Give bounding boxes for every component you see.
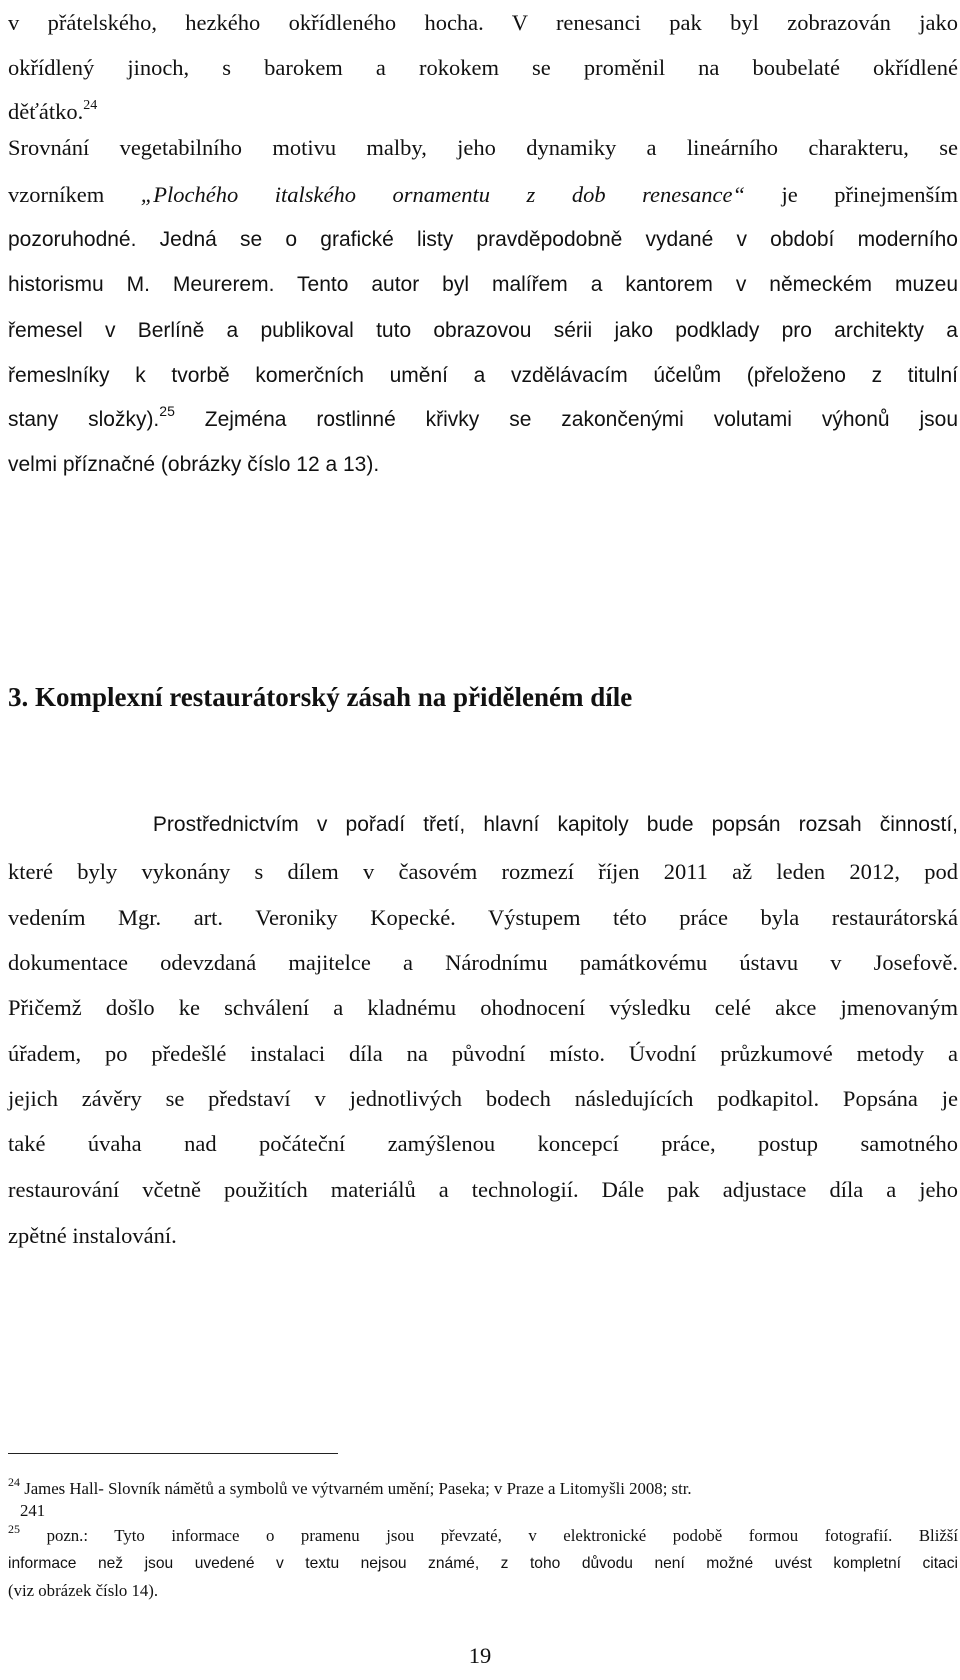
paragraph-line: pozoruhodné. Jedná se o grafické listy pravděpodobně vydané v období moderního: [8, 228, 958, 251]
paragraph-line: Srovnání vegetabilního motivu malby, jeho dynamiky a lineárního charakteru, se: [8, 135, 958, 160]
section-heading: 3. Komplexní restaurátorský zásah na přiděleném díle: [8, 682, 633, 712]
paragraph-text: Zejména rostlinné křivky se zakončenými volutami výhonů jsou: [174, 408, 958, 431]
footnote-number: 24: [8, 1475, 20, 1489]
footnote-25: [8, 1522, 958, 1547]
paragraph-line: úřadem, po předešlé instalaci díla na původní místo. Úvodní průzkumové metody a: [8, 1041, 958, 1066]
footnote-text: informace než jsou uvedené v textu nejsou známé, z toho důvodu není možné uvést kompletní citaci: [8, 1555, 958, 1572]
footnote-number: 25: [8, 1522, 20, 1536]
paragraph-text: vzorníkem: [8, 182, 141, 207]
paragraph-line: řemesel v Berlíně a publikoval tuto obrazovou sérii jako podklady pro architekty a: [8, 319, 958, 342]
footnote-reference: 24: [83, 98, 98, 113]
paragraph-line: které byly vykonány s dílem v časovém rozmezí říjen 2011 až leden 2012, pod: [8, 859, 958, 884]
footnote-text: (viz obrázek číslo 14).: [8, 1581, 159, 1600]
paragraph-line: řemeslníky k tvorbě komerčních umění a vzdělávacím účelům (přeloženo z titulní: [8, 364, 958, 387]
paragraph-line: v přátelského, hezkého okřídleného hocha. V renesanci pak byl zobrazován jako: [8, 10, 958, 35]
paragraph-line: Přičemž došlo ke schválení a kladnému ohodnocení výsledku celé akce jmenovaným: [8, 995, 958, 1020]
paragraph-line: vedením Mgr. art. Veroniky Kopecké. Výstupem této práce byla restaurátorská: [8, 905, 958, 930]
footnote-text: 241: [20, 1501, 46, 1520]
page-number: 19: [468, 1643, 492, 1668]
paragraph-line: Prostřednictvím v pořadí třetí, hlavní kapitoly bude popsán rozsah činností,: [8, 813, 958, 836]
paragraph-text: je přinejmenším: [744, 182, 959, 207]
paragraph-line: zpětné instalování.: [8, 1223, 177, 1248]
paragraph-line: restaurování včetně použitích materiálů a technologií. Dále pak adjustace díla a jeho: [8, 1177, 958, 1202]
footnote-reference: 25: [159, 403, 175, 419]
italic-title: „Plochého italského ornamentu z dob renesance“: [140, 182, 745, 207]
footnote-text: James Hall- Slovník námětů a symbolů ve výtvarném umění; Paseka; v Praze a Litomyšli 2008; str.: [20, 1479, 692, 1498]
paragraph-line: dokumentace odevzdaná majitelce a Národnímu památkovému ústavu v Josefově.: [8, 950, 958, 975]
paragraph-line: také úvaha nad počáteční zamýšlenou koncepcí práce, postup samotného: [8, 1131, 958, 1156]
paragraph-line: historismu M. Meurerem. Tento autor byl malířem a kantorem v německém muzeu: [8, 273, 958, 296]
paragraph-line: [8, 405, 958, 435]
footnote-24: [8, 1475, 958, 1500]
paragraph-text: stany složky).: [8, 408, 160, 431]
paragraph-line: [8, 180, 958, 210]
paragraph-text: děťátko.: [8, 99, 84, 124]
footnote-separator: [8, 1453, 338, 1454]
paragraph-line: okřídlený jinoch, s barokem a rokokem se proměnil na boubelaté okřídlené: [8, 55, 958, 80]
footnote-text: pozn.: Tyto informace o pramenu jsou převzaté, v elektronické podobě formou fotografií. Bližší: [20, 1526, 958, 1545]
paragraph-line: jejich závěry se představí v jednotlivých bodech následujících podkapitol. Popsána je: [8, 1086, 958, 1111]
paragraph-line: velmi příznačné (obrázky číslo 12 a 13).: [8, 453, 380, 476]
paragraph-line: [8, 97, 958, 127]
